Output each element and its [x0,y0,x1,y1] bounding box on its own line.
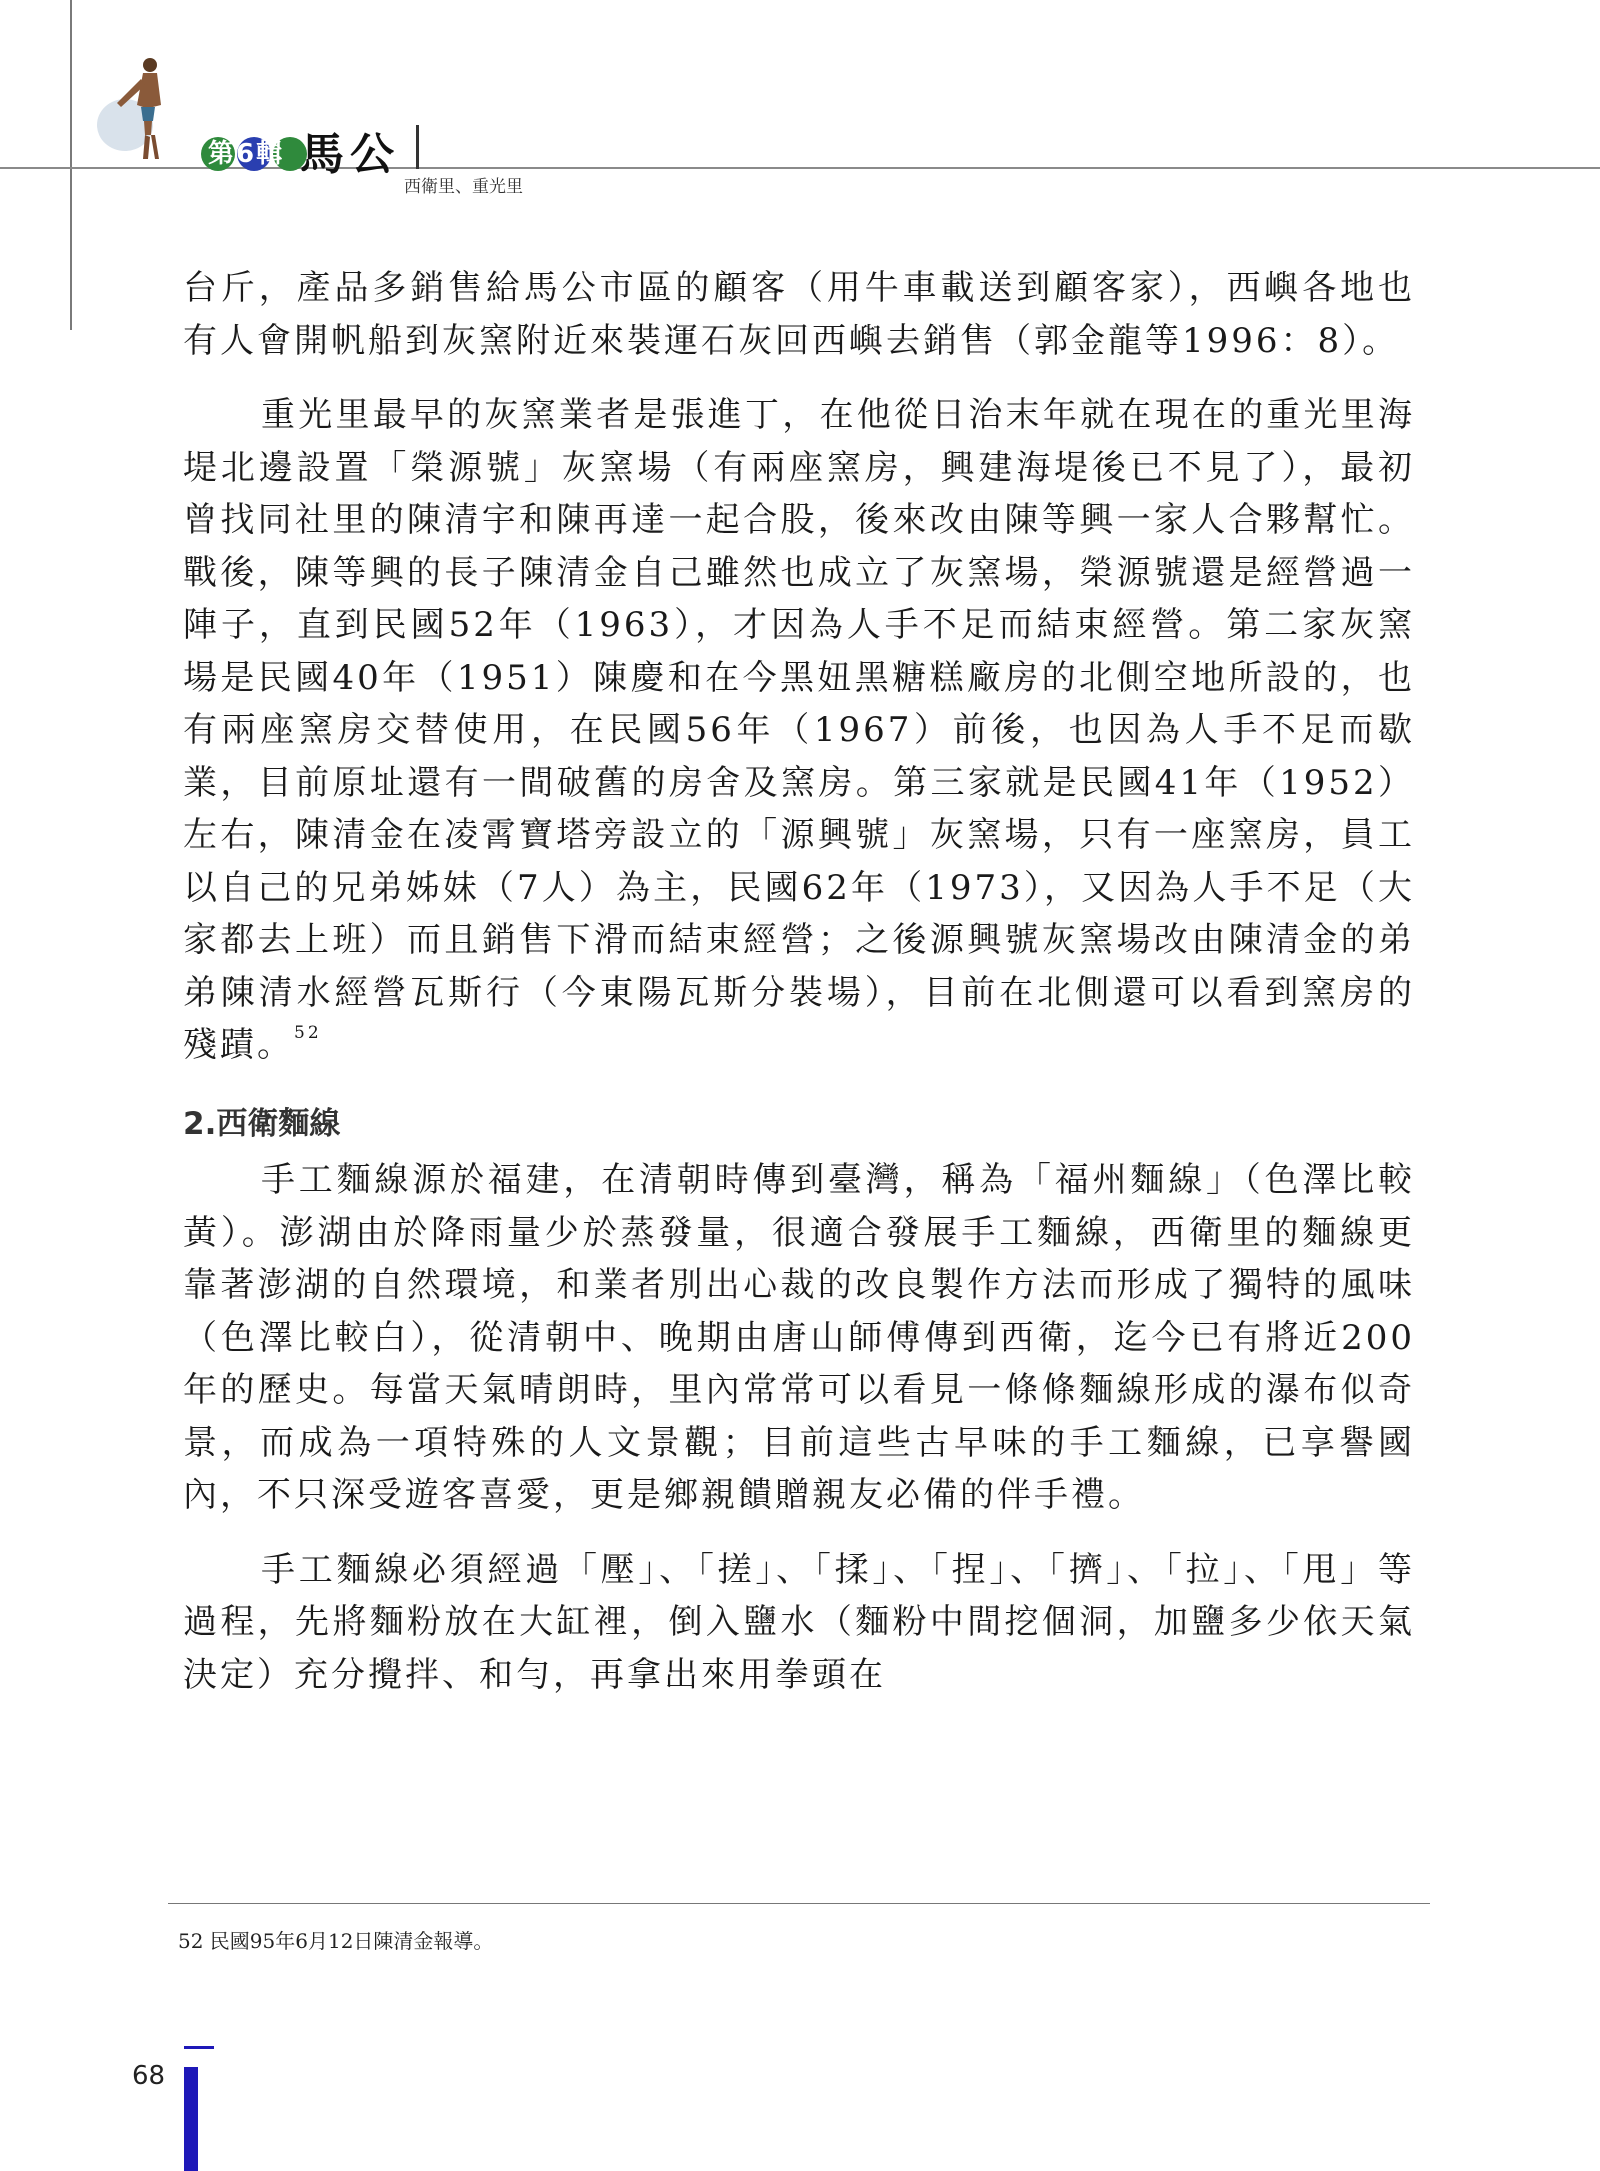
footnote-rule [168,1903,1430,1904]
header-divider [416,125,419,169]
footnote-ref: 52 [294,1023,322,1043]
paragraph-1: 台斤，產品多銷售給馬公市區的顧客（用牛車載送到顧客家），西嶼各地也有人會開帆船到灰窯附近來裝運石灰回西嶼去銷售（郭金龍等1996：8）。 [183,268,1415,361]
page-marker-top [184,2046,214,2049]
page-number: 68 [132,2061,166,2091]
paragraph-4: 手工麵線必須經過「壓」、「搓」、「揉」、「捏」、「擠」、「拉」、「甩」等過程，先將麵粉放在大缸裡，倒入鹽水（麵粉中間挖個洞，加鹽多少依天氣決定）充分攪拌、和勻，再拿出來用拳頭在 [183,1549,1415,1695]
volume-badge: 第6輯 [208,139,285,169]
paragraph-2 [183,389,1415,1072]
chapter-subtitle: 西衛里、重光里 [404,177,523,197]
margin-vertical-rule [70,0,72,330]
body-text [183,262,1415,1723]
paragraph-3: 手工麵線源於福建，在清朝時傳到臺灣，稱為「福州麵線」（色澤比較黃）。澎湖由於降雨量少於蒸發量，很適合發展手工麵線，西衛里的麵線更靠著澎湖的自然環境，和業者別出心裁的改良製作方法而形成了獨特的風味（色澤比較白），從清朝中、晚期由唐山師傅傳到西衛，迄今已有將近200年的歷史。每當天氣晴朗時，里內常常可以看見一條條麵線形成的瀑布似奇景，而成為一項特殊的人文景觀；目前這些古早味的手工麵線，已享譽國內，不只深受遊客喜愛，更是鄉親饋贈親友必備的伴手禮。 [183,1160,1415,1515]
book-title: 馬公 [300,129,400,180]
paragraph-2-text: 重光里最早的灰窯業者是張進丁，在他從日治末年就在現在的重光里海堤北邊設置「榮源號」灰窯場（有兩座窯房，興建海堤後已不見了），最初曾找同社里的陳清宇和陳再達一起合股，後來改由陳等興一家人合夥幫忙。戰後，陳等興的長子陳清金自己雖然也成立了灰窯場，榮源號還是經營過一陣子，直到民國52年（1963），才因為人手不足而結束經營。第二家灰窯場是民國40年（1951）陳慶和在今黑妞黑糖糕廠房的北側空地所設的，也有兩座窯房交替使用，在民國56年（1967）前後，也因為人手不足而歇業，目前原址還有一間破舊的房舍及窯房。第三家就是民國41年（1952）左右，陳清金在凌霄寶塔旁設立的「源興號」灰窯場，只有一座窯房，員工以自己的兄弟姊妹（7人）為主，民國62年（1973），又因為人手不足（大家都去上班）而且銷售下滑而結束經營；之後源興號灰窯場改由陳清金的弟弟陳清水經營瓦斯行（今東陽瓦斯分裝場），目前在北側還可以看到窯房的殘蹟。 [183,395,1415,1065]
page-marker-bar [184,2067,198,2171]
fisherman-illustration-icon [95,55,185,167]
section-heading: 2.西衛麵線 [183,1105,341,1142]
footnote: 52 民國95年6月12日陳清金報導。 [178,1929,494,1953]
